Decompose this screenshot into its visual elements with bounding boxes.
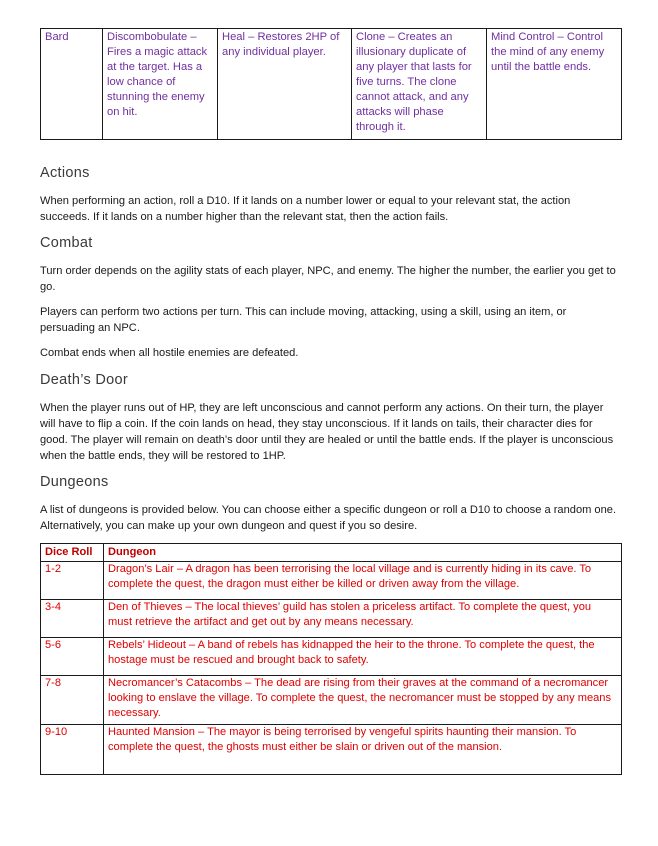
deaths-door-heading: Death’s Door [40, 372, 128, 388]
combat-paragraph: Turn order depends on the agility stats of each player, NPC, and enemy. The higher the number, the earlier you get to go. [40, 265, 616, 293]
table-row [41, 29, 622, 140]
table-row [41, 600, 622, 638]
dungeons-paragraph: A list of dungeons is provided below. You can choose either a specific dungeon or roll a D10 to choose a random one. Alternatively, you can make up your own dungeon and quest if you so desire. [40, 504, 617, 532]
column-header-dungeon: Dungeon [104, 544, 622, 562]
skill-cell: Discombobulate – Fires a magic attack at the target. Has a low chance of stunning the enemy on hit. [103, 29, 218, 140]
combat-paragraph: Players can perform two actions per turn. This can include moving, attacking, using a skill, using an item, or persuading an NPC. [40, 306, 567, 334]
skill-cell: Clone – Creates an illusionary duplicate of any player that lasts for five turns. The clone cannot attack, and any attacks will phase through it. [352, 29, 487, 140]
column-header-dice-roll: Dice Roll [41, 544, 104, 562]
dice-roll-cell: 5-6 [41, 638, 104, 676]
table-row [41, 562, 622, 600]
skill-cell: Heal – Restores 2HP of any individual player. [218, 29, 352, 140]
dice-roll-cell: 9-10 [41, 725, 104, 775]
dungeon-cell: Rebels’ Hideout – A band of rebels has kidnapped the heir to the throne. To complete the quest, the hostage must be rescued and brought back to safety. [104, 638, 622, 676]
dungeons-heading: Dungeons [40, 474, 109, 490]
deaths-door-paragraph: When the player runs out of HP, they are left unconscious and cannot perform any actions. On their turn, the player will have to flip a coin. If the coin lands on head, they stay unconscious. If it lands on tails, their character dies for good. The player will remain on death’s door until they are healed or until the battle ends. If the player is unconscious when the battle ends, they will be restored to 1HP. [40, 402, 614, 462]
dungeon-cell: Dragon’s Lair – A dragon has been terrorising the local village and is currently hiding in its cave. To complete the quest, the dragon must either be killed or driven away from the village. [104, 562, 622, 600]
dice-roll-cell: 1-2 [41, 562, 104, 600]
dungeon-cell: Den of Thieves – The local thieves’ guild has stolen a priceless artifact. To complete the quest, you must retrieve the artifact and get out by any means necessary. [104, 600, 622, 638]
class-skills-table [40, 28, 622, 140]
combat-heading: Combat [40, 235, 93, 251]
dungeon-table [40, 543, 622, 775]
skill-cell: Mind Control – Control the mind of any enemy until the battle ends. [487, 29, 622, 140]
dice-roll-cell: 7-8 [41, 676, 104, 725]
table-row [41, 725, 622, 775]
table-row [41, 676, 622, 725]
combat-paragraph: Combat ends when all hostile enemies are defeated. [40, 347, 299, 359]
dungeon-cell: Haunted Mansion – The mayor is being terrorised by vengeful spirits haunting their mansion. To complete the quest, the ghosts must either be slain or driven out of the mansion. [104, 725, 622, 775]
actions-heading: Actions [40, 165, 90, 181]
class-name-cell: Bard [41, 29, 103, 140]
table-row [41, 638, 622, 676]
actions-paragraph: When performing an action, roll a D10. If it lands on a number lower or equal to your relevant stat, the action succeeds. If it lands on a number higher than the relevant stat, then the action fails. [40, 195, 571, 223]
table-header-row [41, 544, 622, 562]
dice-roll-cell: 3-4 [41, 600, 104, 638]
dungeon-cell: Necromancer’s Catacombs – The dead are rising from their graves at the command of a necromancer looking to enslave the village. To complete the quest, the necromancer must be stopped by any means necessary. [104, 676, 622, 725]
